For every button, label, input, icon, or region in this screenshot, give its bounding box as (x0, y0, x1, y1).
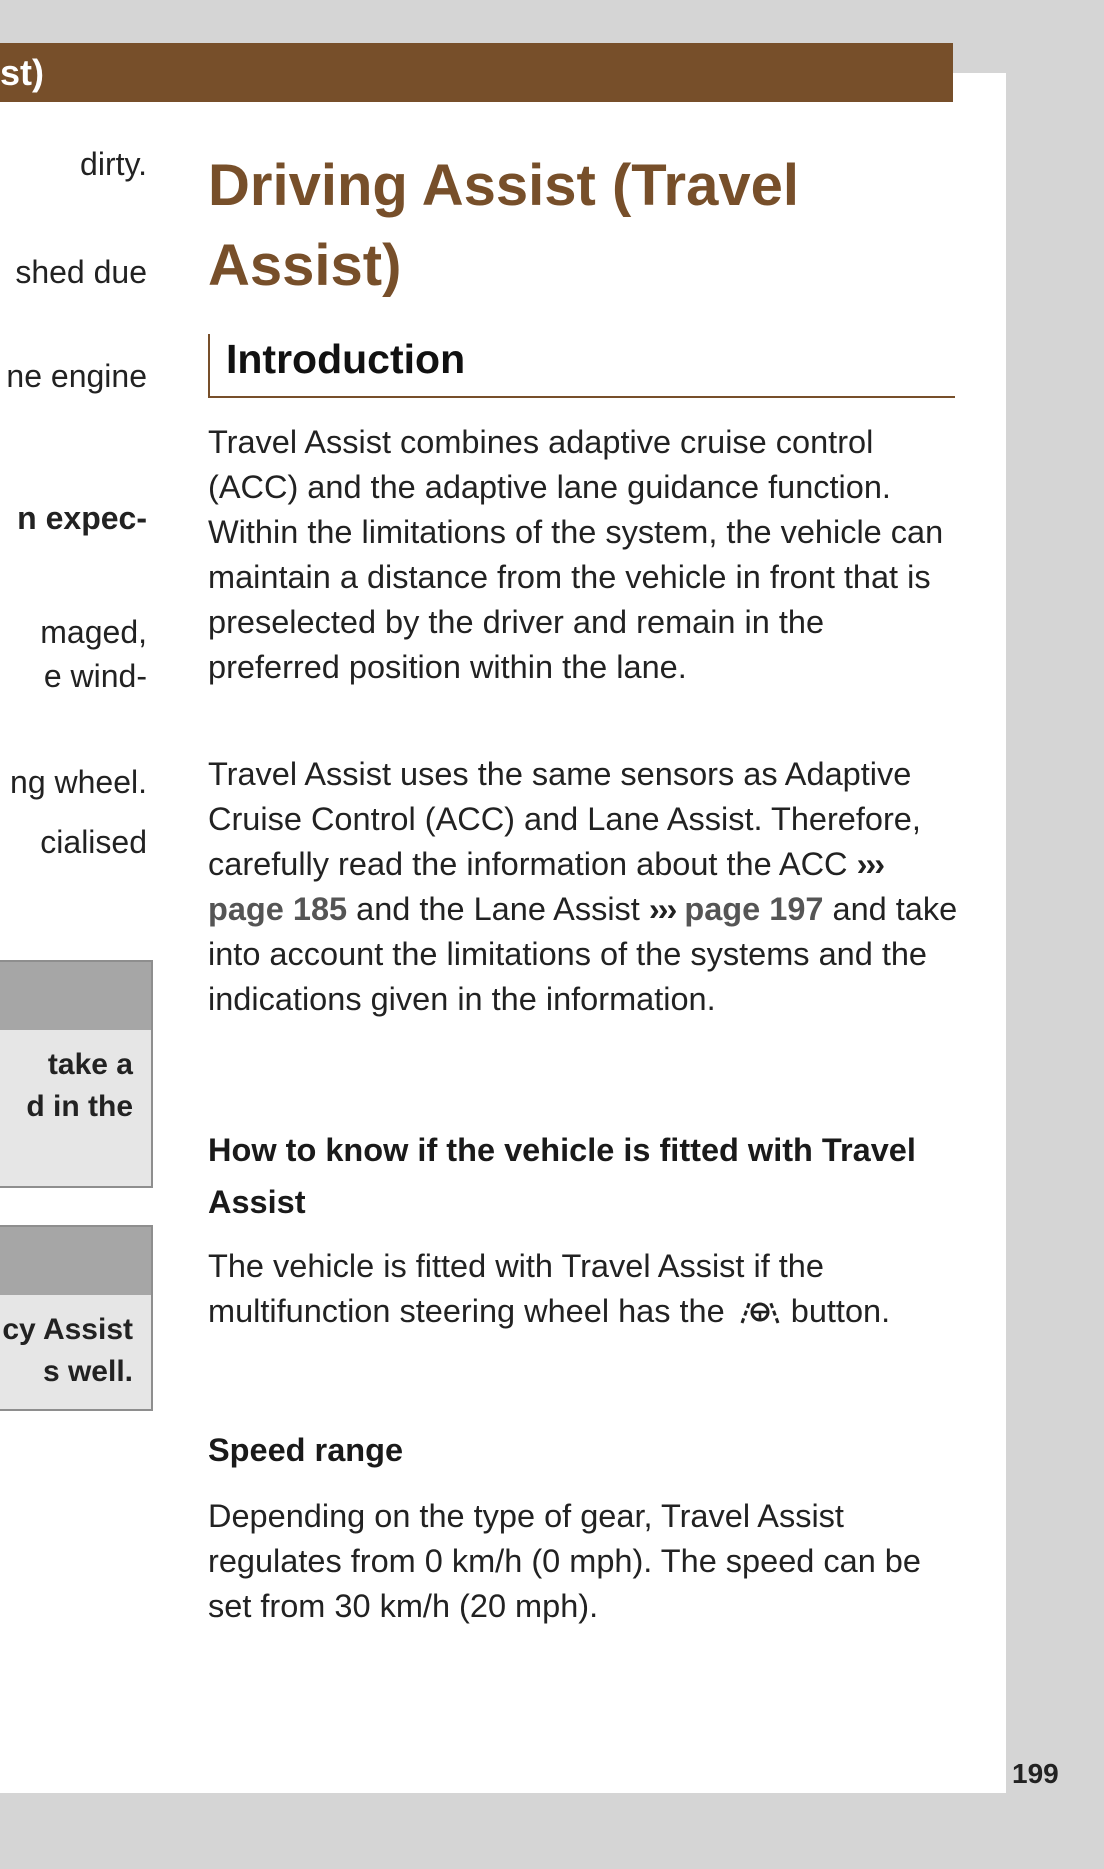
left-text-line: n expec- (17, 500, 147, 536)
page-link-197[interactable]: page 197 (684, 891, 824, 927)
left-text-line: ng wheel. (10, 764, 147, 800)
fitted-text: button. (790, 1293, 891, 1329)
sensors-paragraph (208, 752, 958, 1022)
note-text-line: take a (47, 1048, 133, 1081)
chapter-header-title: st) (0, 52, 44, 93)
travel-assist-icon (734, 1295, 782, 1327)
fitted-heading: How to know if the vehicle is fitted with Travel Assist (208, 1132, 916, 1220)
speed-paragraph: Depending on the type of gear, Travel Assist regulates from 0 km/h (0 mph). The speed can be set from 30 km/h (20 mph). (208, 1498, 921, 1624)
section-heading (208, 334, 955, 398)
speed-heading: Speed range (208, 1432, 404, 1468)
page-number: 199 (1012, 1758, 1059, 1789)
left-text-line: cialised (40, 824, 147, 860)
note-box (0, 1225, 153, 1411)
sensors-text: and take into account the limitations of the systems and the indications given in the information. (208, 891, 958, 1017)
note-text-line: s well. (42, 1355, 133, 1388)
page-title: Driving Assist (Travel Assist) (208, 153, 799, 298)
page-margin (1006, 73, 1104, 1793)
cross-reference-arrows: ››› (648, 891, 676, 927)
note-text-line: cy Assist (2, 1313, 133, 1346)
note-box-header (0, 962, 151, 1030)
fitted-paragraph (208, 1244, 958, 1334)
note-box (0, 960, 153, 1188)
fitted-text: The vehicle is fitted with Travel Assist if the multifunction steering wheel has the (208, 1248, 824, 1329)
left-text-line: shed due (15, 254, 147, 290)
note-text-line: d in the (26, 1090, 133, 1123)
page-link-185[interactable]: page 185 (208, 891, 348, 927)
left-text-line: maged, (40, 614, 147, 650)
sensors-text: Travel Assist uses the same sensors as Adaptive Cruise Control (ACC) and Lane Assist. Therefore, carefully read the information about the ACC (208, 756, 921, 882)
note-box-header (0, 1227, 151, 1295)
sensors-text: and the Lane Assist (356, 891, 640, 927)
left-text-line: dirty. (80, 146, 147, 182)
left-text-line: ne engine (6, 358, 147, 394)
previous-column (0, 0, 155, 1869)
cross-reference-arrows: ››› (856, 846, 884, 882)
intro-paragraph: Travel Assist combines adaptive cruise control (ACC) and the adaptive lane guidance function. Within the limitations of the system, the vehicle can maintain a distance from the vehicle in front that is preselected by the driver and remain in the preferred position within the lane. (208, 424, 944, 685)
left-text-line: e wind- (43, 658, 147, 694)
section-heading-text: Introduction (226, 336, 466, 382)
